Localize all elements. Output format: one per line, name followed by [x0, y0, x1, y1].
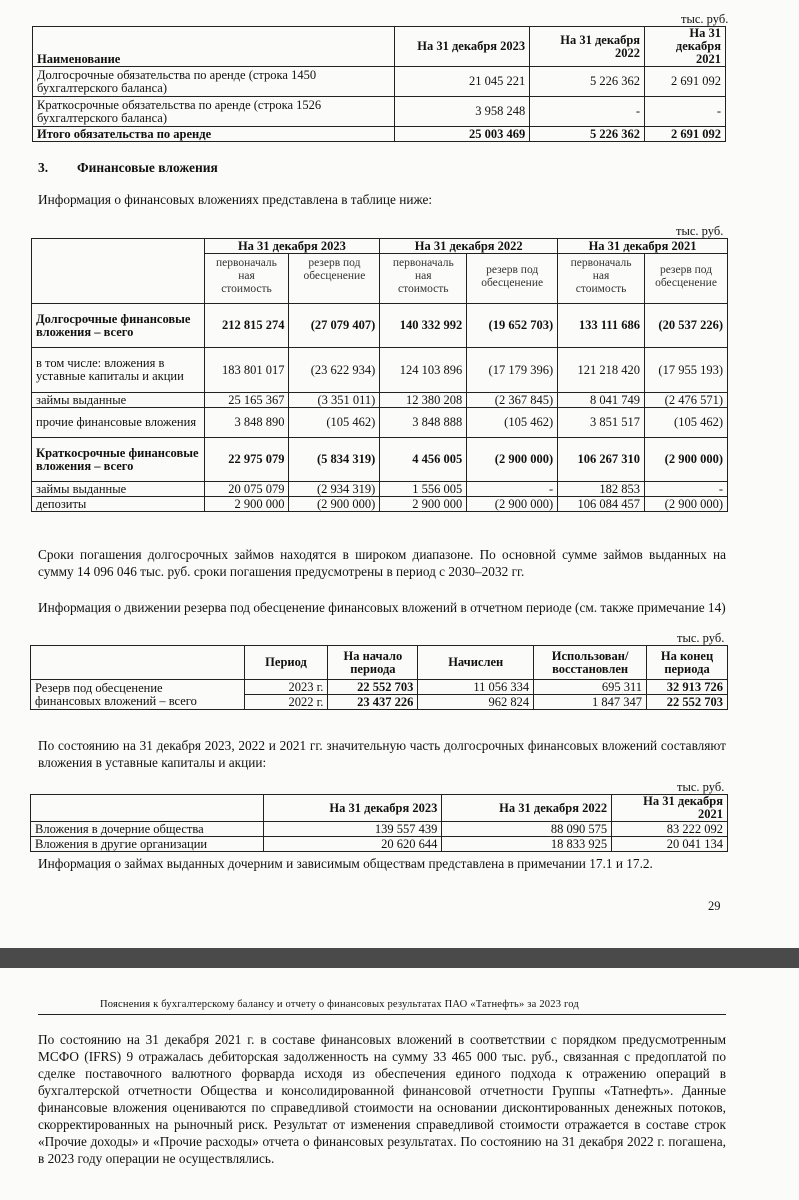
fin-cell: (2 900 000) — [289, 497, 380, 512]
lease-cell: - — [530, 97, 645, 127]
reserve-cell: 22 552 703 — [647, 695, 728, 710]
fin-cell: 212 815 274 — [204, 304, 289, 348]
fin-cell: (105 462) — [289, 408, 380, 438]
page-running-header: Пояснения к бухгалтерскому балансу и отчету о финансовых результатах ПАО «Татнефть» за 2023 год — [100, 999, 579, 1010]
fin-cell: 4 456 005 — [380, 438, 467, 482]
lease-cell: 5 226 362 — [530, 127, 645, 142]
reserve-header-closing: На конец периода — [647, 646, 728, 680]
fin-year-row — [32, 239, 728, 254]
fin-row-label: прочие финансовые вложения — [32, 408, 205, 438]
fin-cell: (2 934 319) — [289, 482, 380, 497]
table-row — [33, 127, 726, 142]
reserve-corner-cell — [31, 646, 245, 680]
unit-label: тыс. руб. — [677, 631, 725, 645]
lease-table — [32, 26, 726, 142]
table-row — [33, 97, 726, 127]
reserve-cell: 1 847 347 — [534, 695, 647, 710]
reserve-cell: 695 311 — [534, 680, 647, 695]
fin-cell: 3 848 888 — [380, 408, 467, 438]
fin-row-label: в том числе: вложения в уставные капиталы и акции — [32, 348, 205, 393]
fin-cell: (3 351 011) — [289, 393, 380, 408]
fin-cell: (20 537 226) — [645, 304, 728, 348]
reserve-header-row — [31, 646, 728, 680]
fin-sub-cost: первоначаль ная стоимость — [204, 254, 289, 304]
table-row — [32, 408, 728, 438]
header-divider — [38, 1014, 726, 1015]
paragraph-loans-note: Информация о займах выданных дочерним и зависимым обществам представлена в примечании 17.1 и 17.2. — [38, 856, 653, 871]
fin-cell: 25 165 367 — [204, 393, 289, 408]
invest-header-2022: На 31 декабря 2022 — [442, 795, 612, 822]
lease-header-2022: На 31 декабря 2022 — [530, 27, 645, 67]
reserve-cell: 2023 г. — [244, 680, 328, 695]
lease-cell: 21 045 221 — [395, 67, 530, 97]
lease-cell: 5 226 362 — [530, 67, 645, 97]
unit-label: тыс. руб. — [677, 780, 725, 794]
reserve-cell: 2022 г. — [244, 695, 328, 710]
fin-cell: - — [645, 482, 728, 497]
lease-header-2023: На 31 декабря 2023 — [395, 27, 530, 67]
lease-header-row — [33, 27, 726, 67]
fin-cell: (17 179 396) — [467, 348, 558, 393]
section-title: Финансовые вложения — [77, 160, 218, 175]
investments-table — [30, 794, 728, 852]
lease-row-label: Долгосрочные обязательства по аренде (строка 1450 бухгалтерского баланса) — [33, 67, 395, 97]
lease-header-name: Наименование — [33, 27, 395, 67]
section-intro: Информация о финансовых вложениях представлена в таблице ниже: — [38, 192, 433, 207]
paragraph-investments-intro: По состоянию на 31 декабря 2023, 2022 и 2021 гг. значительную часть долгосрочных финансовых вложений составляют вложения в уставные капиталы и акции: — [38, 738, 726, 770]
fin-cell: 3 848 890 — [204, 408, 289, 438]
invest-header-2021: На 31 декабря 2021 — [612, 795, 728, 822]
lease-header-2021: На 31 декабря 2021 — [645, 27, 726, 67]
fin-row-label: Долгосрочные финансовые вложения – всего — [32, 304, 205, 348]
table-row — [31, 837, 728, 852]
invest-header-row — [31, 795, 728, 822]
fin-sub-reserve: резерв под обесценение — [467, 254, 558, 304]
page-number: 29 — [708, 899, 721, 913]
fin-cell: 22 975 079 — [204, 438, 289, 482]
table-row — [31, 822, 728, 837]
reserve-cell: 11 056 334 — [418, 680, 534, 695]
fin-cell: (105 462) — [467, 408, 558, 438]
fin-year-2022: На 31 декабря 2022 — [380, 239, 558, 254]
table-row — [32, 304, 728, 348]
fin-cell: - — [467, 482, 558, 497]
fin-cell: 8 041 749 — [558, 393, 645, 408]
reserve-header-accrued: Начислен — [418, 646, 534, 680]
table-row — [32, 393, 728, 408]
fin-cell: (105 462) — [645, 408, 728, 438]
fin-row-label: займы выданные — [32, 482, 205, 497]
fin-cell: (5 834 319) — [289, 438, 380, 482]
table-row — [32, 438, 728, 482]
invest-cell: 88 090 575 — [442, 822, 612, 837]
fin-sub-cost: первоначаль ная стоимость — [380, 254, 467, 304]
table-row — [33, 67, 726, 97]
fin-cell: (2 367 845) — [467, 393, 558, 408]
fin-row-label: займы выданные — [32, 393, 205, 408]
reserve-cell: 32 913 726 — [647, 680, 728, 695]
fin-year-2021: На 31 декабря 2021 — [558, 239, 728, 254]
fin-cell: 183 801 017 — [204, 348, 289, 393]
fin-cell: (2 900 000) — [645, 497, 728, 512]
fin-corner-cell — [32, 239, 205, 304]
fin-cell: 12 380 208 — [380, 393, 467, 408]
paragraph-reserve-intro: Информация о движении резерва под обесценение финансовых вложений в отчетном периоде (см. также примечание 14) — [38, 600, 726, 615]
table-row — [32, 482, 728, 497]
fin-cell: 106 084 457 — [558, 497, 645, 512]
invest-row-label: Вложения в дочерние общества — [31, 822, 264, 837]
fin-cell: 1 556 005 — [380, 482, 467, 497]
fin-cell: (19 652 703) — [467, 304, 558, 348]
fin-cell: (27 079 407) — [289, 304, 380, 348]
fin-row-label: Краткосрочные финансовые вложения – всего — [32, 438, 205, 482]
paragraph-forward-contract: По состоянию на 31 декабря 2021 г. в составе финансовых вложений в соответствии с порядком предусмотренным МСФО (IFRS) 9 отражалась дебиторская задолженность на сумму 33 465 000 тыс. руб., связанная с предоплатой по сделке поставочного валютного форварда исходя из обеспечения единого подхода к отражению операций в бухгалтерской отчетности Общества и консолидированной финансовой отчетности Группы «Татнефть». Данные финансовые вложения оцениваются по справедливой стоимости на основании дисконтированных денежных потоков, скорректированных на рыночный риск. Результат от изменения справедливой стоимости отражается в составе строк «Прочие доходы» и «Прочие расходы» отчета о финансовых результатах. По состоянию на 31 декабря 2022 г. погашена, в 2023 году операции не осуществлялись. — [38, 1032, 726, 1166]
invest-row-label: Вложения в другие организации — [31, 837, 264, 852]
lease-cell: 25 003 469 — [395, 127, 530, 142]
lease-cell: - — [645, 97, 726, 127]
fin-cell: (2 900 000) — [467, 497, 558, 512]
fin-cell: 2 900 000 — [380, 497, 467, 512]
invest-cell: 139 557 439 — [263, 822, 442, 837]
invest-cell: 18 833 925 — [442, 837, 612, 852]
reserve-row-label: Резерв под обесценение финансовых вложений – всего — [31, 680, 245, 710]
fin-cell: 2 900 000 — [204, 497, 289, 512]
fin-row-label: депозиты — [32, 497, 205, 512]
reserve-cell: 962 824 — [418, 695, 534, 710]
lease-row-label: Краткосрочные обязательства по аренде (строка 1526 бухгалтерского баланса) — [33, 97, 395, 127]
table-row — [32, 348, 728, 393]
invest-cell: 83 222 092 — [612, 822, 728, 837]
lease-cell: 2 691 092 — [645, 127, 726, 142]
unit-label: тыс. руб. — [681, 12, 729, 26]
invest-cell: 20 620 644 — [263, 837, 442, 852]
fin-cell: 121 218 420 — [558, 348, 645, 393]
reserve-table — [30, 645, 728, 710]
table-row — [31, 680, 728, 695]
fin-cell: 133 111 686 — [558, 304, 645, 348]
reserve-header-opening: На начало периода — [328, 646, 418, 680]
fin-sub-reserve: резерв под обесценение — [289, 254, 380, 304]
fin-cell: (2 900 000) — [645, 438, 728, 482]
fin-cell: 140 332 992 — [380, 304, 467, 348]
invest-cell: 20 041 134 — [612, 837, 728, 852]
lease-row-label: Итого обязательства по аренде — [33, 127, 395, 142]
fin-cell: 3 851 517 — [558, 408, 645, 438]
table-row — [32, 497, 728, 512]
reserve-header-period: Период — [244, 646, 328, 680]
reserve-cell: 23 437 226 — [328, 695, 418, 710]
fin-cell: (23 622 934) — [289, 348, 380, 393]
fin-cell: 182 853 — [558, 482, 645, 497]
invest-corner-cell — [31, 795, 264, 822]
fin-sub-cost: первоначаль ная стоимость — [558, 254, 645, 304]
lease-cell: 2 691 092 — [645, 67, 726, 97]
invest-header-2023: На 31 декабря 2023 — [263, 795, 442, 822]
reserve-cell: 22 552 703 — [328, 680, 418, 695]
fin-cell: (2 900 000) — [467, 438, 558, 482]
lease-cell: 3 958 248 — [395, 97, 530, 127]
fin-cell: 106 267 310 — [558, 438, 645, 482]
fin-cell: 20 075 079 — [204, 482, 289, 497]
fin-cell: (2 476 571) — [645, 393, 728, 408]
fin-year-2023: На 31 декабря 2023 — [204, 239, 380, 254]
fin-cell: (17 955 193) — [645, 348, 728, 393]
financial-investments-table — [31, 238, 728, 512]
fin-cell: 124 103 896 — [380, 348, 467, 393]
fin-sub-reserve: резерв под обесценение — [645, 254, 728, 304]
paragraph-loan-maturity: Сроки погашения долгосрочных займов находятся в широком диапазоне. По основной сумме займов выданных на сумму 14 096 046 тыс. руб. сроки погашения предусмотрены в период с 2030–2032 гг. — [38, 547, 726, 579]
unit-label: тыс. руб. — [676, 224, 724, 238]
reserve-header-used: Использован/восстановлен — [534, 646, 647, 680]
section-number: 3. — [38, 160, 49, 175]
